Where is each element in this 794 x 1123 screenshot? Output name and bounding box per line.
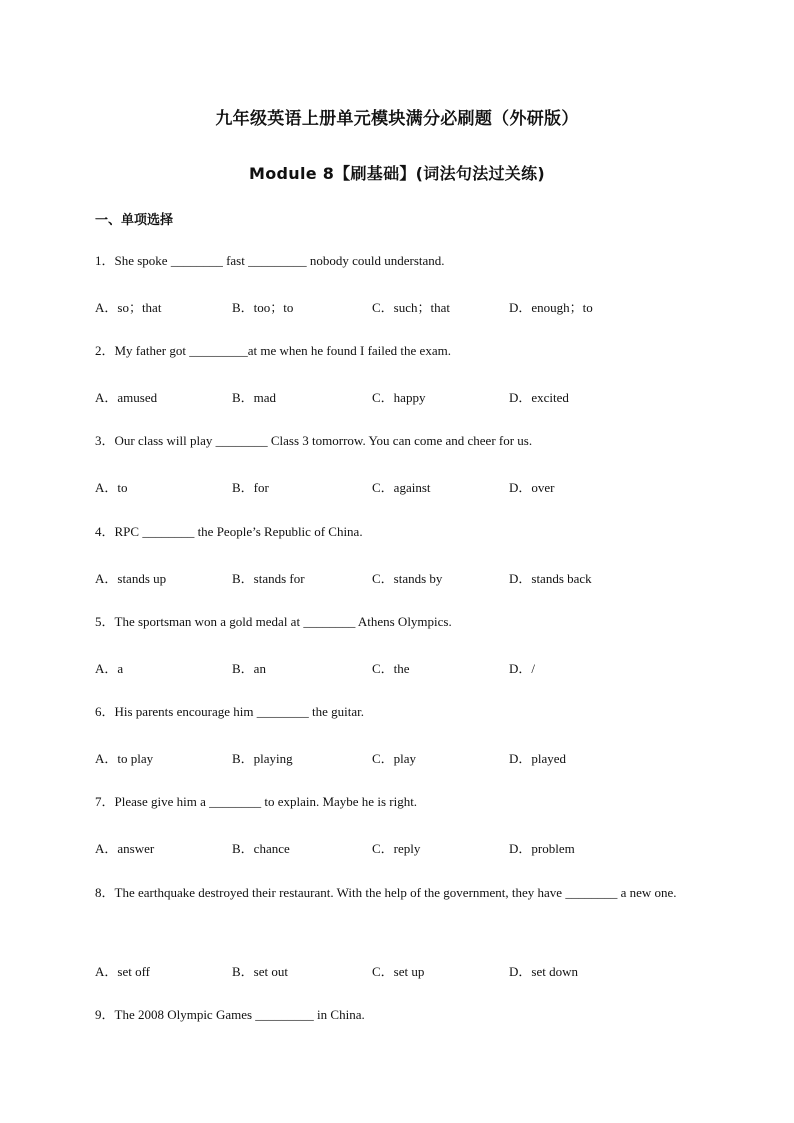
- question-stem-6: 6．His parents encourage him ________ the guitar.: [95, 704, 364, 719]
- option-d: D．set down: [509, 964, 578, 979]
- option-c: C．stands by: [372, 571, 443, 586]
- question-options-8: [95, 961, 715, 981]
- question-options-1: [95, 297, 715, 317]
- option-c: C．against: [372, 480, 431, 495]
- question-stem-9: 9．The 2008 Olympic Games _________ in China.: [95, 1007, 365, 1022]
- document-title: 九年级英语上册单元模块满分必刷题（外研版）: [215, 109, 579, 129]
- document-subtitle: Module 8【刷基础】(词法句法过关练): [248, 164, 546, 183]
- question-options-2: [95, 387, 715, 407]
- option-c: C．play: [372, 751, 417, 766]
- option-b: B．stands for: [232, 571, 305, 586]
- option-b: B．mad: [232, 390, 277, 405]
- option-a: A．answer: [95, 841, 155, 856]
- question-stem-4: 4．RPC ________ the People’s Republic of China.: [95, 524, 363, 539]
- option-a: A．to play: [95, 751, 154, 766]
- option-d: D．excited: [509, 390, 569, 405]
- question-options-5: [95, 658, 715, 678]
- question-options-7: [95, 838, 715, 858]
- option-c: C．reply: [372, 841, 421, 856]
- option-b: B．chance: [232, 841, 290, 856]
- question-options-4: [95, 568, 715, 588]
- question-stem-3: 3．Our class will play ________ Class 3 tomorrow. You can come and cheer for us.: [95, 433, 533, 448]
- option-a: A．to: [95, 480, 128, 495]
- option-c: C．the: [372, 661, 410, 676]
- option-a: A．amused: [95, 390, 158, 405]
- option-d: D．problem: [509, 841, 575, 856]
- option-d: D．stands back: [509, 571, 592, 586]
- option-a: A．set off: [95, 964, 151, 979]
- option-a: A．stands up: [95, 571, 167, 586]
- option-d: D．/: [509, 661, 536, 676]
- option-d: D．enough；to: [509, 300, 593, 315]
- option-c: C．happy: [372, 390, 426, 405]
- question-stem-7: 7．Please give him a ________ to explain. Maybe he is right.: [95, 794, 418, 809]
- option-b: B．too；to: [232, 300, 294, 315]
- question-stem-8: 8．The earthquake destroyed their restaurant. With the help of the government, they have ________ a new one.: [95, 885, 677, 900]
- option-b: B．for: [232, 480, 269, 495]
- option-c: C．such；that: [372, 300, 450, 315]
- option-b: B．an: [232, 661, 266, 676]
- question-stem-5: 5．The sportsman won a gold medal at ________ Athens Olympics.: [95, 614, 452, 629]
- option-a: A．a: [95, 661, 124, 676]
- option-a: A．so；that: [95, 300, 162, 315]
- question-stem-1: 1．She spoke ________ fast _________ nobody could understand.: [95, 253, 445, 268]
- question-stem-2: 2．My father got _________at me when he found I failed the exam.: [95, 343, 451, 358]
- option-d: D．played: [509, 751, 567, 766]
- option-d: D．over: [509, 480, 555, 495]
- question-options-3: [95, 477, 715, 497]
- question-options-6: [95, 748, 715, 768]
- option-b: B．playing: [232, 751, 293, 766]
- section-heading: 一、单项选择: [95, 213, 174, 228]
- option-b: B．set out: [232, 964, 288, 979]
- option-c: C．set up: [372, 964, 425, 979]
